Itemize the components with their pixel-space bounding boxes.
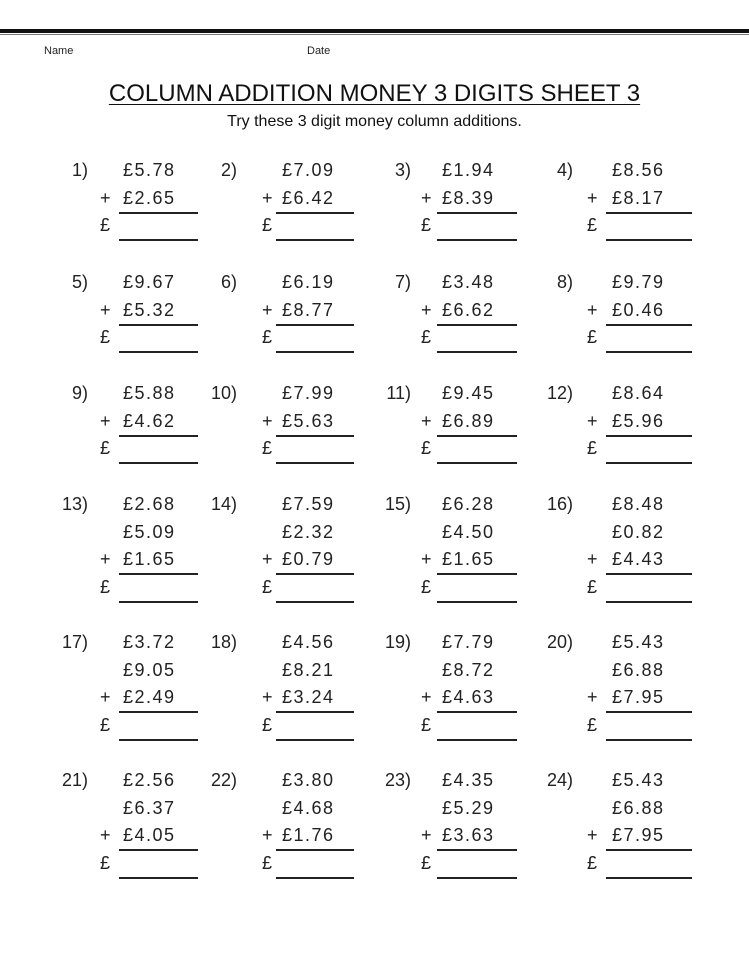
problem-number: 3) xyxy=(394,160,411,180)
sum-divider-line xyxy=(437,435,517,437)
answer-blank[interactable] xyxy=(276,601,354,603)
last-addend: £5.32 xyxy=(123,299,176,320)
plus-sign: + xyxy=(100,549,111,569)
answer-pound-sign: £ xyxy=(100,714,111,735)
name-label: Name xyxy=(44,45,74,57)
addend: £7.09 xyxy=(282,160,335,180)
last-addend: £5.63 xyxy=(282,410,335,431)
sum-divider-line xyxy=(276,849,354,851)
problem-number: 19) xyxy=(384,632,411,652)
addend: £2.68 xyxy=(123,494,176,514)
plus-sign: + xyxy=(587,825,598,845)
last-addend: £7.95 xyxy=(612,687,665,707)
sum-divider-line xyxy=(606,324,692,326)
addend: £5.88 xyxy=(123,383,176,403)
answer-pound-sign: £ xyxy=(100,327,111,347)
problem-number: 1) xyxy=(71,160,88,180)
addend: £9.05 xyxy=(123,659,176,680)
answer-blank[interactable] xyxy=(276,351,354,353)
addend: £4.35 xyxy=(442,770,495,790)
page-subtitle: Try these 3 digit money column additions. xyxy=(227,113,522,130)
sum-divider-line xyxy=(437,711,517,713)
last-addend: £8.39 xyxy=(442,187,495,208)
addend: £5.09 xyxy=(123,521,176,542)
addend: £2.56 xyxy=(123,770,176,790)
sum-divider-line xyxy=(119,324,198,326)
addend: £5.43 xyxy=(612,770,665,790)
answer-pound-sign: £ xyxy=(262,215,273,235)
date-label: Date xyxy=(307,45,331,57)
problem-number: 23) xyxy=(384,770,411,790)
answer-pound-sign: £ xyxy=(587,852,598,873)
addend: £8.48 xyxy=(612,494,665,514)
sum-divider-line xyxy=(119,849,198,851)
answer-blank[interactable] xyxy=(276,877,354,879)
addend: £7.79 xyxy=(442,632,495,652)
answer-blank[interactable] xyxy=(606,877,692,879)
plus-sign: + xyxy=(100,687,111,707)
sum-divider-line xyxy=(276,324,354,326)
answer-pound-sign: £ xyxy=(100,852,111,873)
answer-blank[interactable] xyxy=(437,601,517,603)
answer-pound-sign: £ xyxy=(421,576,432,597)
last-addend: £4.05 xyxy=(123,825,176,845)
problem-number: 16) xyxy=(546,494,573,514)
last-addend: £6.62 xyxy=(442,299,495,320)
addend: £4.68 xyxy=(282,797,335,818)
top-border-rule xyxy=(0,29,749,33)
answer-pound-sign: £ xyxy=(587,215,598,235)
plus-sign: + xyxy=(587,549,598,569)
answer-pound-sign: £ xyxy=(262,438,273,458)
last-addend: £4.62 xyxy=(123,410,176,431)
addend: £8.56 xyxy=(612,160,665,180)
last-addend: £8.77 xyxy=(282,299,335,320)
answer-blank[interactable] xyxy=(606,351,692,353)
answer-blank[interactable] xyxy=(119,601,198,603)
sum-divider-line xyxy=(606,573,692,575)
answer-pound-sign: £ xyxy=(262,852,273,873)
answer-pound-sign: £ xyxy=(421,714,432,735)
addend: £7.59 xyxy=(282,494,335,514)
last-addend: £7.95 xyxy=(612,825,665,845)
addend: £5.78 xyxy=(123,160,176,180)
top-border-rule-thin xyxy=(0,34,749,35)
addend: £4.50 xyxy=(442,521,495,542)
last-addend: £0.79 xyxy=(282,549,335,569)
plus-sign: + xyxy=(587,187,598,208)
answer-pound-sign: £ xyxy=(262,576,273,597)
problem-number: 12) xyxy=(546,383,573,403)
problem-number: 10) xyxy=(210,383,237,403)
plus-sign: + xyxy=(100,410,111,431)
addend: £6.19 xyxy=(282,272,335,292)
problem-number: 24) xyxy=(546,770,573,790)
last-addend: £4.63 xyxy=(442,687,495,707)
addend: £8.64 xyxy=(612,383,665,403)
sum-divider-line xyxy=(276,212,354,214)
page-title: COLUMN ADDITION MONEY 3 DIGITS SHEET 3 xyxy=(108,80,641,107)
addend: £2.32 xyxy=(282,521,335,542)
addend: £6.88 xyxy=(612,797,665,818)
problem-number: 13) xyxy=(61,494,88,514)
addend: £3.48 xyxy=(442,272,495,292)
plus-sign: + xyxy=(421,825,432,845)
answer-blank[interactable] xyxy=(437,462,517,464)
plus-sign: + xyxy=(262,825,273,845)
problem-number: 22) xyxy=(210,770,237,790)
problem-number: 2) xyxy=(220,160,237,180)
plus-sign: + xyxy=(421,299,432,320)
last-addend: £1.76 xyxy=(282,825,335,845)
last-addend: £1.65 xyxy=(123,549,176,569)
problem-number: 7) xyxy=(394,272,411,292)
answer-blank[interactable] xyxy=(437,239,517,241)
addend: £3.72 xyxy=(123,632,176,652)
addend: £9.79 xyxy=(612,272,665,292)
addend: £1.94 xyxy=(442,160,495,180)
addend: £8.21 xyxy=(282,659,335,680)
addend: £7.99 xyxy=(282,383,335,403)
plus-sign: + xyxy=(100,299,111,320)
plus-sign: + xyxy=(587,410,598,431)
problem-number: 14) xyxy=(210,494,237,514)
sum-divider-line xyxy=(119,711,198,713)
last-addend: £8.17 xyxy=(612,187,665,208)
plus-sign: + xyxy=(421,687,432,707)
sum-divider-line xyxy=(437,849,517,851)
answer-pound-sign: £ xyxy=(421,852,432,873)
sum-divider-line xyxy=(437,573,517,575)
last-addend: £1.65 xyxy=(442,549,495,569)
sum-divider-line xyxy=(437,212,517,214)
answer-blank[interactable] xyxy=(606,601,692,603)
answer-pound-sign: £ xyxy=(587,714,598,735)
answer-blank[interactable] xyxy=(606,739,692,741)
addend: £6.88 xyxy=(612,659,665,680)
last-addend: £6.42 xyxy=(282,187,335,208)
answer-blank[interactable] xyxy=(437,877,517,879)
addend: £5.43 xyxy=(612,632,665,652)
answer-blank[interactable] xyxy=(437,739,517,741)
answer-pound-sign: £ xyxy=(421,438,432,458)
last-addend: £3.63 xyxy=(442,825,495,845)
plus-sign: + xyxy=(262,687,273,707)
sum-divider-line xyxy=(276,711,354,713)
answer-pound-sign: £ xyxy=(100,438,111,458)
answer-blank[interactable] xyxy=(606,239,692,241)
answer-pound-sign: £ xyxy=(587,438,598,458)
plus-sign: + xyxy=(421,187,432,208)
addend: £4.56 xyxy=(282,632,335,652)
last-addend: £4.43 xyxy=(612,549,665,569)
problem-number: 4) xyxy=(556,160,573,180)
plus-sign: + xyxy=(421,549,432,569)
answer-pound-sign: £ xyxy=(587,327,598,347)
sum-divider-line xyxy=(119,212,198,214)
last-addend: £3.24 xyxy=(282,687,335,707)
addend: £6.37 xyxy=(123,797,176,818)
problem-number: 21) xyxy=(61,770,88,790)
plus-sign: + xyxy=(587,299,598,320)
addend: £9.67 xyxy=(123,272,176,292)
answer-pound-sign: £ xyxy=(421,327,432,347)
problem-number: 15) xyxy=(384,494,411,514)
problem-number: 9) xyxy=(71,383,88,403)
sum-divider-line xyxy=(276,573,354,575)
sum-divider-line xyxy=(119,435,198,437)
addend: £0.82 xyxy=(612,521,665,542)
addend: £5.29 xyxy=(442,797,495,818)
sum-divider-line xyxy=(606,849,692,851)
answer-blank[interactable] xyxy=(119,877,198,879)
plus-sign: + xyxy=(262,410,273,431)
plus-sign: + xyxy=(100,825,111,845)
problem-number: 20) xyxy=(546,632,573,652)
addend: £8.72 xyxy=(442,659,495,680)
problem-number: 6) xyxy=(220,272,237,292)
answer-blank[interactable] xyxy=(276,462,354,464)
problem-number: 17) xyxy=(61,632,88,652)
answer-blank[interactable] xyxy=(606,462,692,464)
answer-blank[interactable] xyxy=(119,462,198,464)
answer-blank[interactable] xyxy=(119,239,198,241)
plus-sign: + xyxy=(100,187,111,208)
answer-blank[interactable] xyxy=(276,239,354,241)
problem-number: 11) xyxy=(386,383,411,403)
last-addend: £0.46 xyxy=(612,299,665,320)
sum-divider-line xyxy=(606,711,692,713)
last-addend: £2.49 xyxy=(123,687,176,707)
answer-pound-sign: £ xyxy=(262,714,273,735)
answer-pound-sign: £ xyxy=(100,215,111,235)
addend: £9.45 xyxy=(442,383,495,403)
plus-sign: + xyxy=(262,299,273,320)
sum-divider-line xyxy=(119,573,198,575)
answer-pound-sign: £ xyxy=(100,576,111,597)
last-addend: £2.65 xyxy=(123,187,176,208)
plus-sign: + xyxy=(262,187,273,208)
last-addend: £5.96 xyxy=(612,410,665,431)
plus-sign: + xyxy=(421,410,432,431)
problem-number: 18) xyxy=(210,632,237,652)
sum-divider-line xyxy=(606,212,692,214)
sum-divider-line xyxy=(437,324,517,326)
answer-blank[interactable] xyxy=(119,739,198,741)
answer-pound-sign: £ xyxy=(421,215,432,235)
problem-number: 8) xyxy=(556,272,573,292)
sum-divider-line xyxy=(606,435,692,437)
sum-divider-line xyxy=(276,435,354,437)
problem-number: 5) xyxy=(71,272,88,292)
answer-pound-sign: £ xyxy=(262,327,273,347)
answer-blank[interactable] xyxy=(119,351,198,353)
plus-sign: + xyxy=(587,687,598,707)
answer-blank[interactable] xyxy=(276,739,354,741)
answer-pound-sign: £ xyxy=(587,576,598,597)
addend: £6.28 xyxy=(442,494,495,514)
addend: £3.80 xyxy=(282,770,335,790)
answer-blank[interactable] xyxy=(437,351,517,353)
plus-sign: + xyxy=(262,549,273,569)
last-addend: £6.89 xyxy=(442,410,495,431)
